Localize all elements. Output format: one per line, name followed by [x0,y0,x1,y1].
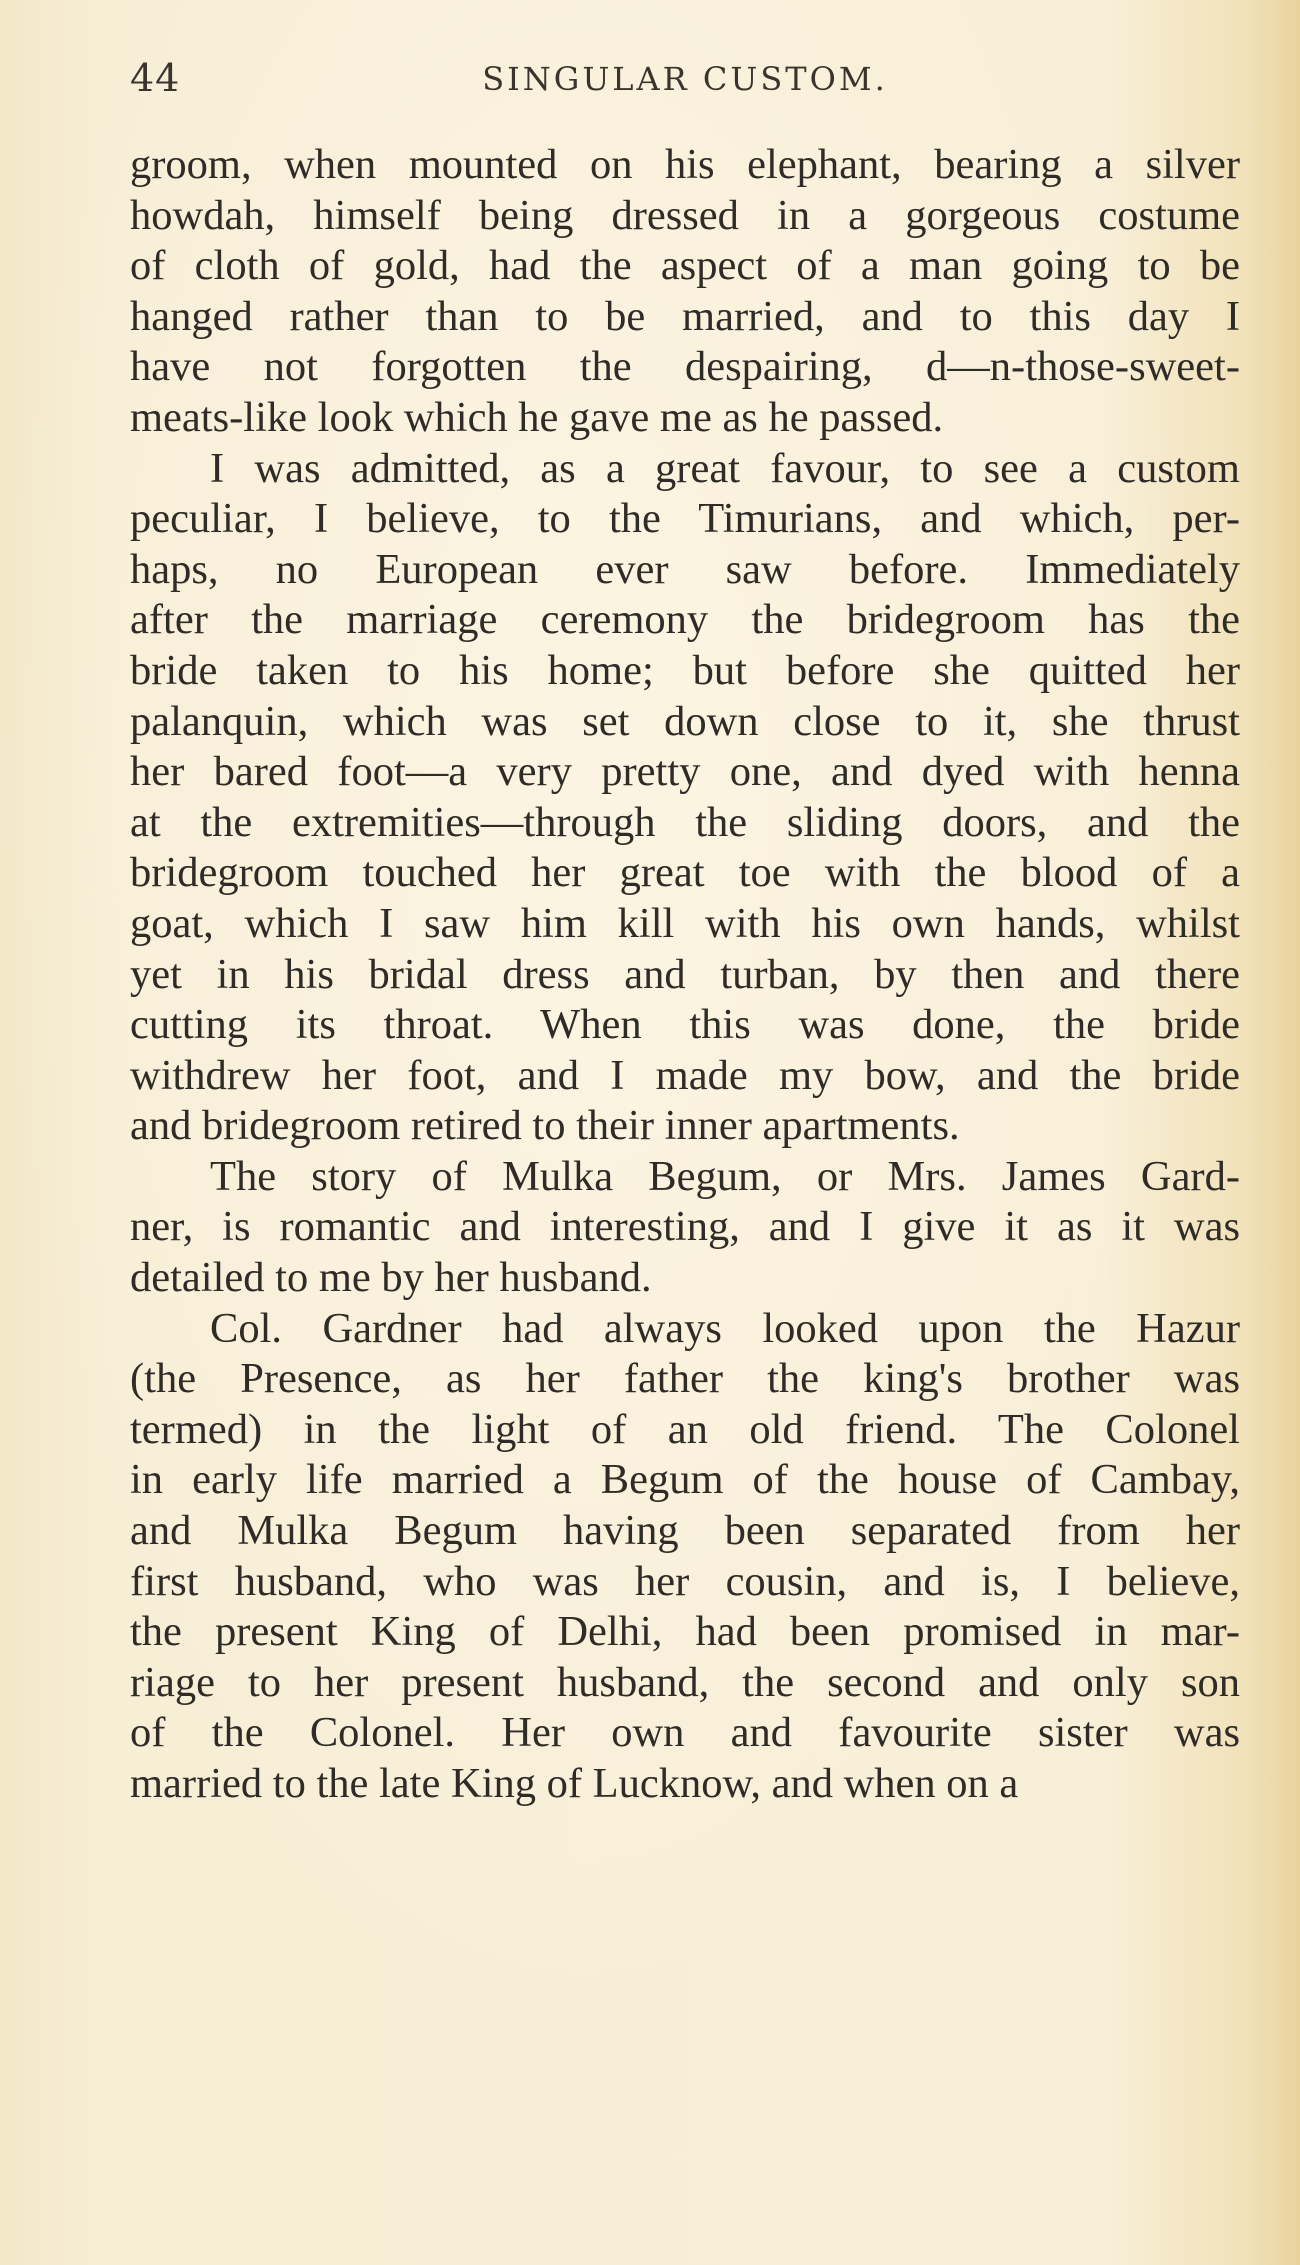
text-line: termed) in the light of an old friend. The Colonel [130,1405,1240,1453]
running-title: SINGULAR CUSTOM. [482,60,888,98]
text-line: howdah, himself being dressed in a gorgeous costume [130,191,1240,239]
text-line: at the extremities—through the sliding doors, and the [130,798,1240,846]
text-line: I was admitted, as a great favour, to see a custom [210,444,1240,492]
text-line: bride taken to his home; but before she quitted her [130,646,1240,694]
text-line: detailed to me by her husband. [130,1254,652,1302]
text-line: of cloth of gold, had the aspect of a man going to be [130,242,1240,290]
text-line: and Mulka Begum having been separated from her [130,1507,1240,1555]
text-line: The story of Mulka Begum, or Mrs. James Gard- [210,1152,1240,1200]
text-line: palanquin, which was set down close to it, she thrust [130,697,1240,745]
text-line: bridegroom touched her great toe with the blood of a [130,849,1240,897]
text-line: hanged rather than to be married, and to this day I [130,292,1240,340]
body-text [130,140,1240,1810]
text-line: Col. Gardner had always looked upon the Hazur [210,1304,1240,1352]
text-line: ner, is romantic and interesting, and I give it as it was [130,1203,1240,1251]
text-line: of the Colonel. Her own and favourite sister was [130,1709,1240,1757]
text-line: groom, when mounted on his elephant, bearing a silver [130,141,1240,188]
text-line: meats-like look which he gave me as he passed. [130,393,944,441]
text-line: haps, no European ever saw before. Immediately [130,545,1240,593]
text-line: goat, which I saw him kill with his own hands, whilst [130,899,1240,947]
text-line: cutting its throat. When this was done, the bride [130,1001,1240,1049]
text-line: peculiar, I believe, to the Timurians, and which, per- [130,495,1240,543]
text-line: first husband, who was her cousin, and is, I believe, [130,1557,1240,1605]
text-line: and bridegroom retired to their inner apartments. [130,1102,960,1150]
text-line: in early life married a Begum of the house of Cambay, [130,1456,1240,1504]
text-line: have not forgotten the despairing, d—n-those-sweet- [130,343,1240,391]
text-line: married to the late King of Lucknow, and when on a [130,1760,1019,1807]
page-number: 44 [130,56,181,100]
text-line: withdrew her foot, and I made my bow, and the bride [130,1051,1240,1099]
text-line: (the Presence, as her father the king's brother was [130,1355,1240,1403]
running-head [130,52,1240,112]
text-line: riage to her present husband, the second and only son [130,1658,1240,1706]
text-line: after the marriage ceremony the bridegroom has the [130,596,1240,644]
text-line: the present King of Delhi, had been promised in mar- [130,1608,1240,1656]
text-line: yet in his bridal dress and turban, by then and there [130,950,1240,998]
text-line: her bared foot—a very pretty one, and dyed with henna [130,748,1240,796]
